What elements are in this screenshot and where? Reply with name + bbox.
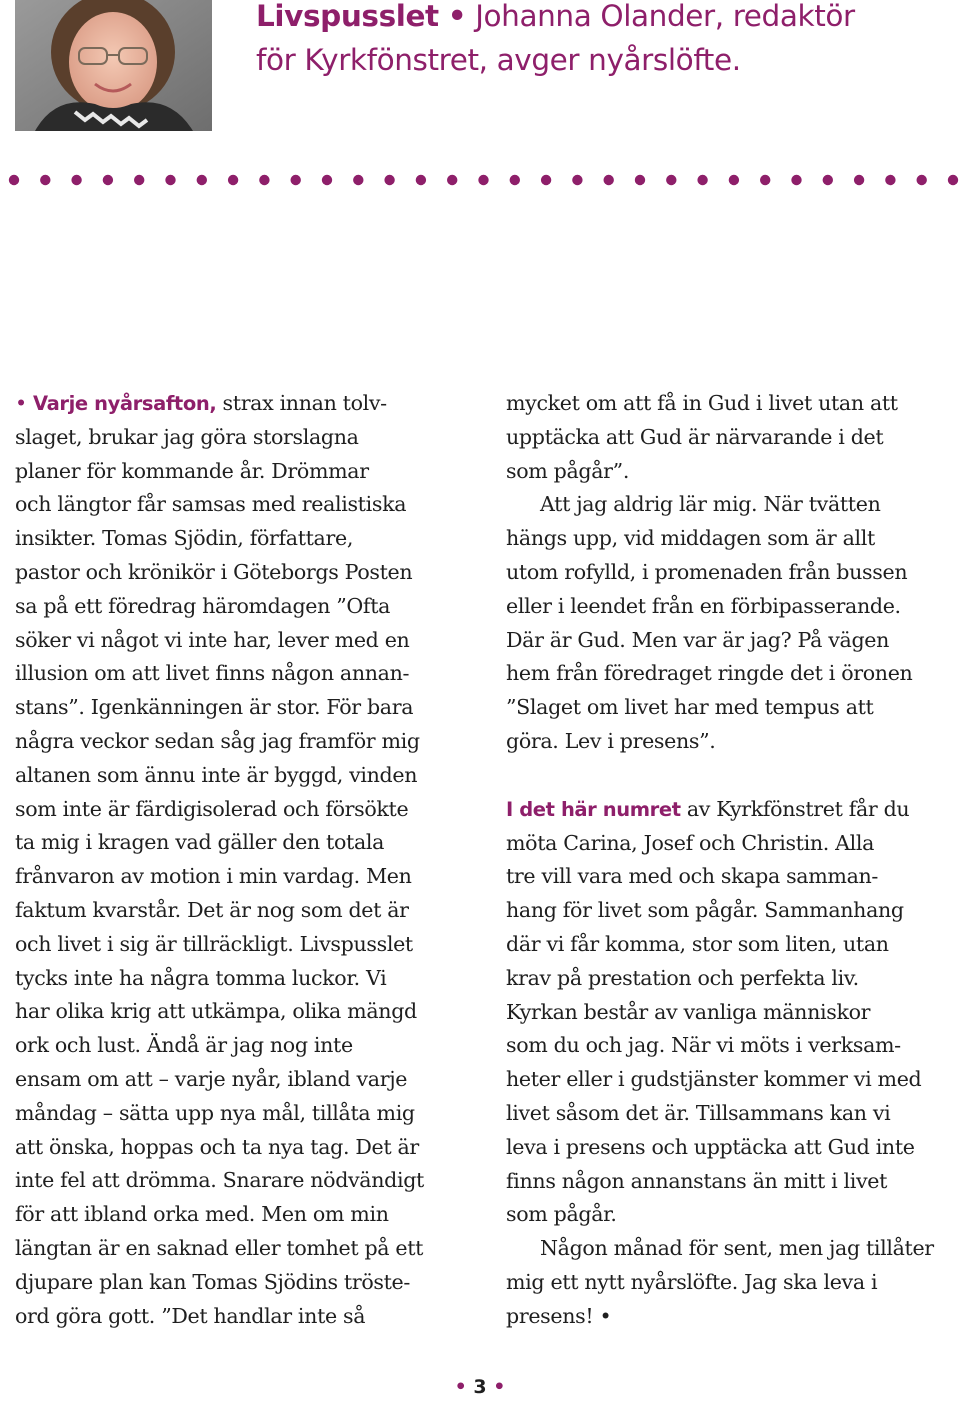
divider-dot <box>9 175 19 185</box>
text-line: faktum kvarstår. Det är nog som det är <box>15 897 409 922</box>
headline-title-2: för Kyrkfönstret, avger nyårslöfte. <box>256 43 741 77</box>
text-line: mig ett nytt nyårslöfte. Jag ska leva i <box>506 1269 878 1294</box>
paragraph-reflection <box>506 488 960 758</box>
divider-dot <box>71 175 81 185</box>
text-line: göra. Lev i presens”. <box>506 728 716 753</box>
text-line: tycks inte ha några tomma luckor. Vi <box>15 965 387 990</box>
text-line: där vi får komma, stor som liten, utan <box>506 931 889 956</box>
divider-dot <box>854 175 864 185</box>
text-line: några veckor sedan såg jag framför mig <box>15 728 420 753</box>
text-line: för att ibland orka med. Men om min <box>15 1202 389 1227</box>
divider-dot <box>478 175 488 185</box>
text-line: leva i presens och upptäcka att Gud inte <box>506 1134 915 1159</box>
lead-in: I det här numret <box>506 797 681 821</box>
dotted-divider <box>0 170 960 190</box>
divider-dot <box>384 175 394 185</box>
divider-dot <box>510 175 520 185</box>
text-line: illusion om att livet finns någon annan- <box>15 661 410 686</box>
text-line: och längtor får samsas med realistiska <box>15 492 407 517</box>
text-line: längtan är en saknad eller tomhet på ett <box>15 1235 424 1260</box>
divider-dot <box>197 175 207 185</box>
page-number <box>0 1376 960 1398</box>
text-line: som inte är färdigisolerad och försökte <box>15 796 409 821</box>
divider-dot <box>259 175 269 185</box>
intro-paragraph <box>15 387 467 1333</box>
page-number-value: 3 <box>473 1376 487 1398</box>
lead-in: Varje nyårsafton, <box>33 392 217 415</box>
divider-dot <box>541 175 551 185</box>
paragraph-resolution <box>506 1232 960 1333</box>
divider-dot <box>604 175 614 185</box>
text-line: ta mig i kragen vad gäller den totala <box>15 830 385 855</box>
text-line: sa på ett föredrag häromdagen ”Ofta <box>15 593 391 618</box>
divider-dot <box>416 175 426 185</box>
divider-dot <box>729 175 739 185</box>
text-line: Någon månad för sent, men jag tillåter <box>540 1236 934 1261</box>
text-line: hängs upp, vid middagen som är allt <box>506 526 875 551</box>
text-line: tre vill vara med och skapa samman- <box>506 864 879 889</box>
text-line: som du och jag. När vi möts i verksam- <box>506 1033 901 1058</box>
author-portrait-icon <box>15 0 212 131</box>
text-line: altanen som ännu inte är byggd, vinden <box>15 762 418 787</box>
text-line: stans”. Igenkänningen är stor. För bara <box>15 695 414 720</box>
text-line: som pågår”. <box>506 458 630 483</box>
text-line: djupare plan kan Tomas Sjödins tröste- <box>15 1269 410 1294</box>
divider-dot <box>322 175 332 185</box>
text-line: hang för livet som pågår. Sammanhang <box>506 898 904 923</box>
text-line: heter eller i gudstjänster kommer vi med <box>506 1067 922 1092</box>
headline-title-1: Johanna Olander, redaktör <box>475 0 855 33</box>
divider-dot <box>134 175 144 185</box>
author-photo <box>15 0 212 131</box>
text-line: frånvaron av motion i min vardag. Men <box>15 864 412 889</box>
divider-dot <box>917 175 927 185</box>
text-line: inte fel att drömma. Snarare nödvändigt <box>15 1168 424 1193</box>
text-line: ork och lust. Ändå är jag nog inte <box>15 1033 353 1058</box>
divider-dot <box>791 175 801 185</box>
text-line: utom rofylld, i promenaden från bussen <box>506 559 908 584</box>
divider-dot <box>40 175 50 185</box>
text-line: mycket om att få in Gud i livet utan att <box>506 391 898 415</box>
divider-dot <box>823 175 833 185</box>
text-line: söker vi något vi inte har, lever med en <box>15 627 410 652</box>
paragraph-this-issue <box>506 793 960 1232</box>
page-bullet-left: • <box>454 1376 467 1398</box>
text-line: eller i leendet från en förbipasserande. <box>506 593 901 618</box>
text-line: presens! <box>506 1303 594 1328</box>
section-kicker: Livspusslet <box>256 0 439 33</box>
page-bullet-right: • <box>493 1376 506 1398</box>
text-line: av Kyrkfönstret får du <box>680 796 910 821</box>
text-line: upptäcka att Gud är närvarande i det <box>506 424 884 449</box>
text-line: krav på prestation och perfekta liv. <box>506 965 859 990</box>
article-column-right <box>506 387 960 1334</box>
divider-dot <box>447 175 457 185</box>
text-line: som pågår. <box>506 1202 617 1227</box>
text-line: hem från föredraget ringde det i öronen <box>506 661 913 686</box>
divider-dot <box>572 175 582 185</box>
text-line: Att jag aldrig lär mig. När tvätten <box>540 492 881 517</box>
text-line: att önska, hoppas och ta nya tag. Det är <box>15 1134 419 1159</box>
headline-line-1 <box>256 0 956 38</box>
end-mark: • <box>593 1303 612 1328</box>
text-line: slaget, brukar jag göra storslagna <box>15 424 359 449</box>
text-line: insikter. Tomas Sjödin, författare, <box>15 526 354 551</box>
text-line: har olika krig att utkämpa, olika mängd <box>15 999 417 1024</box>
text-line: strax innan tolv- <box>222 391 387 415</box>
divider-dot <box>885 175 895 185</box>
divider-dot <box>228 175 238 185</box>
divider-dot <box>635 175 645 185</box>
divider-dot <box>353 175 363 185</box>
divider-dot <box>948 175 958 185</box>
text-line: planer för kommande år. Drömmar <box>15 458 369 483</box>
kicker-separator: • <box>447 0 467 33</box>
text-line: ord göra gott. ”Det handlar inte så <box>15 1303 366 1328</box>
text-line: måndag – sätta upp nya mål, tillåta mig <box>15 1100 415 1125</box>
divider-dot <box>165 175 175 185</box>
paragraph-quote-end <box>506 387 960 488</box>
divider-dot <box>697 175 707 185</box>
text-line: Kyrkan består av vanliga människor <box>506 999 871 1024</box>
text-line: finns någon annanstans än mitt i livet <box>506 1168 888 1193</box>
text-line: ”Slaget om livet har med tempus att <box>506 695 874 720</box>
text-line: pastor och krönikör i Göteborgs Posten <box>15 559 413 584</box>
text-line: livet såsom det är. Tillsammans kan vi <box>506 1100 891 1125</box>
divider-dot <box>291 175 301 185</box>
text-line: Där är Gud. Men var är jag? På vägen <box>506 627 890 652</box>
divider-dot <box>666 175 676 185</box>
text-line: ensam om att – varje nyår, ibland varje <box>15 1066 408 1091</box>
headline <box>256 0 956 82</box>
text-line: och livet i sig är tillräckligt. Livspusslet <box>15 931 413 956</box>
text-line: möta Carina, Josef och Christin. Alla <box>506 830 875 855</box>
divider-dot <box>103 175 113 185</box>
divider-dot <box>760 175 770 185</box>
paragraph-bullet: • <box>15 391 27 415</box>
article-column-left <box>15 387 467 1333</box>
